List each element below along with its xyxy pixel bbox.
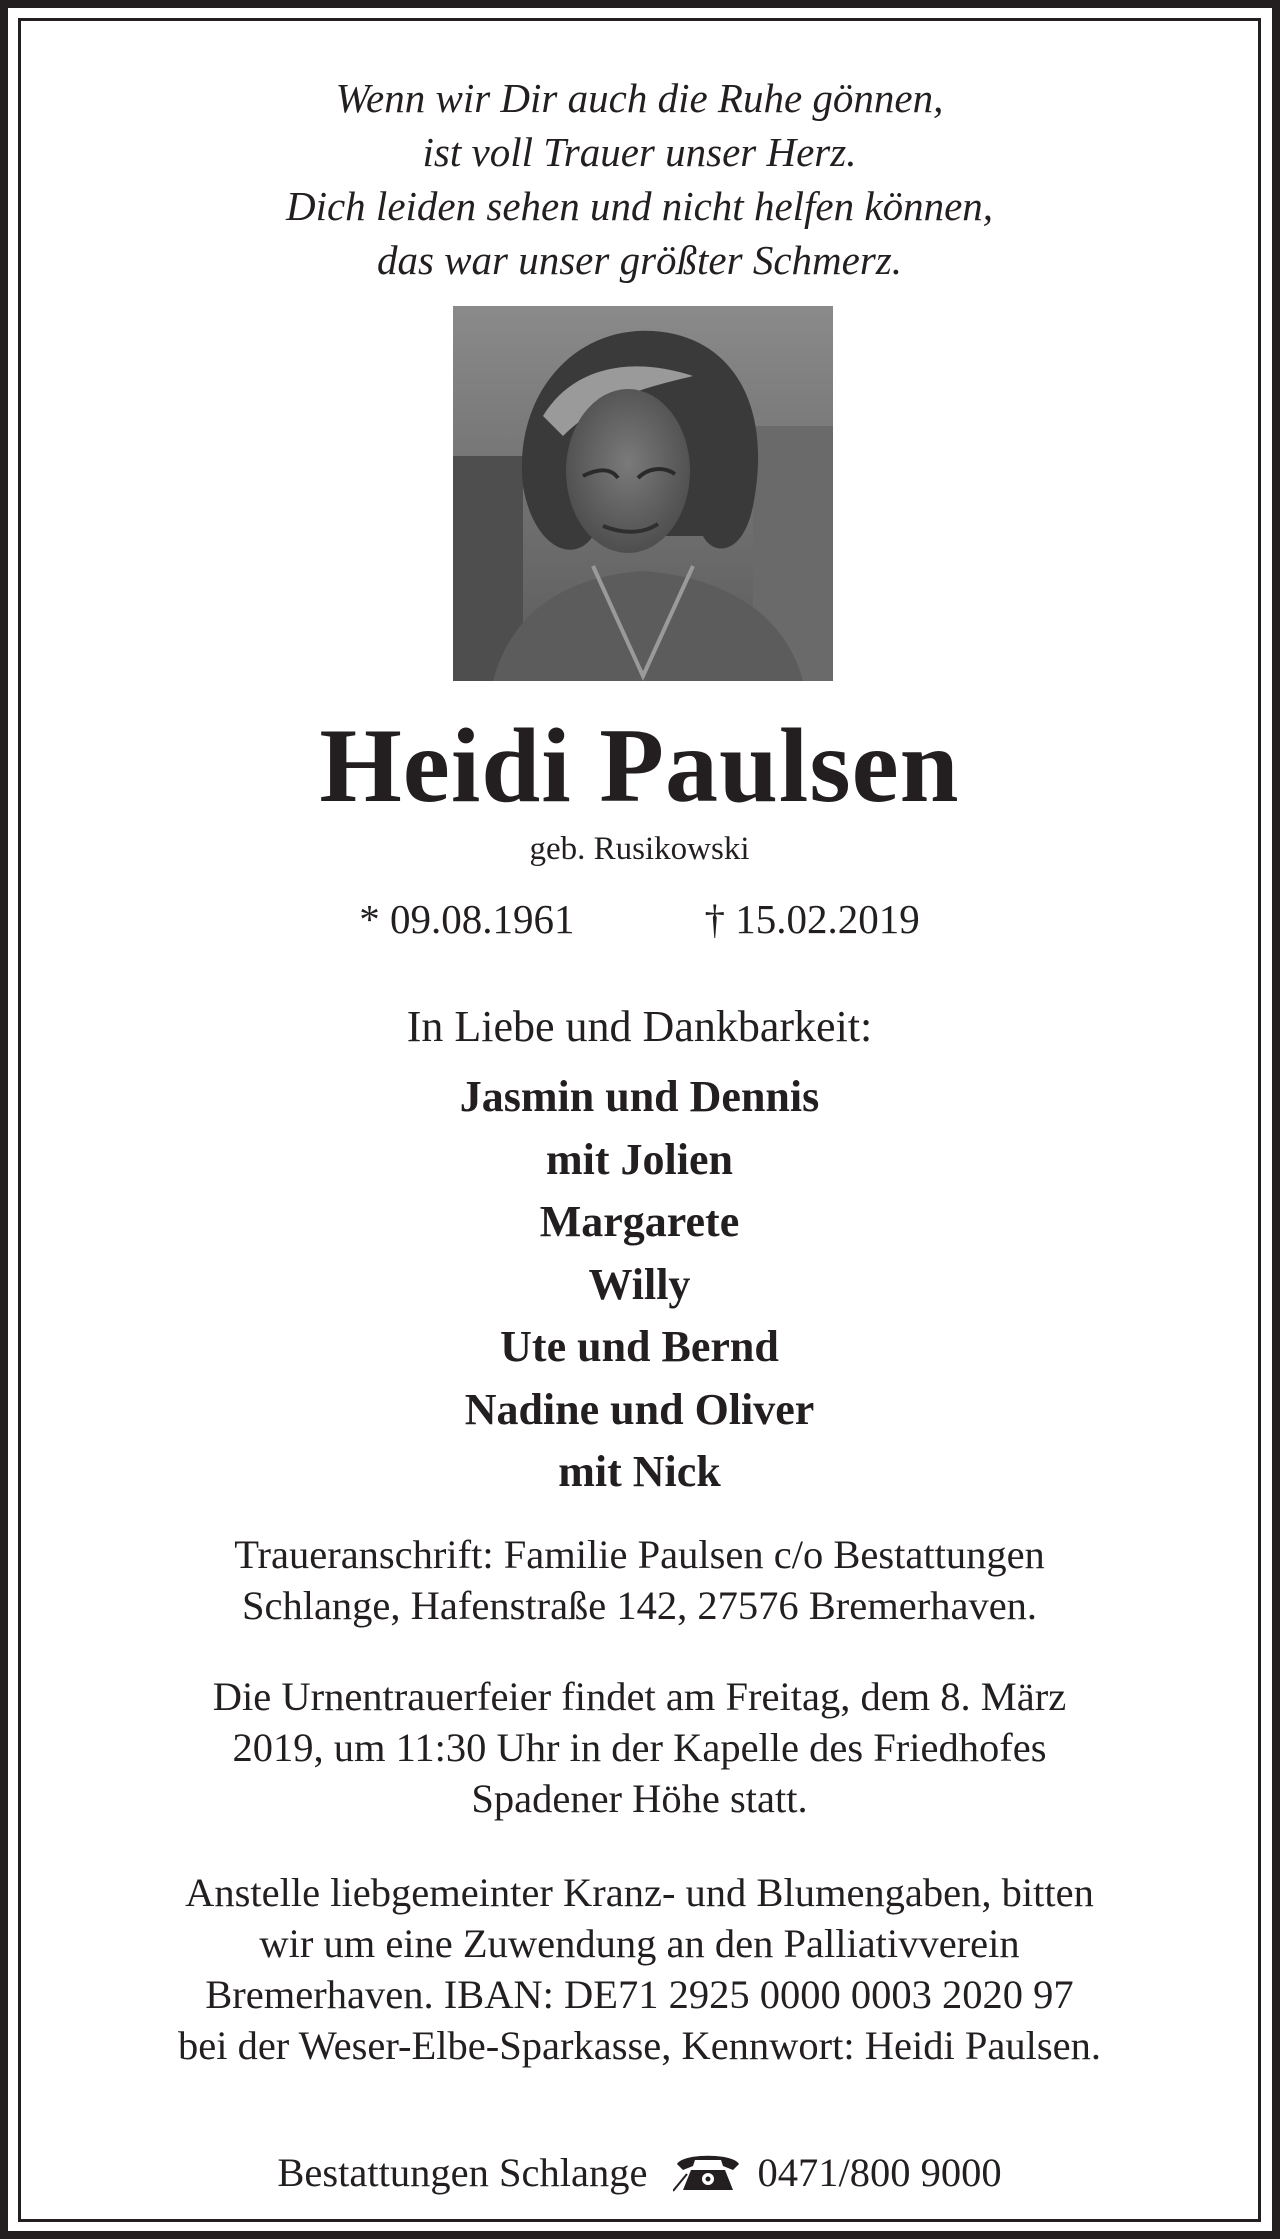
portrait-photo xyxy=(453,306,833,681)
ceremony-info xyxy=(21,1671,1258,1824)
life-dates xyxy=(21,894,1258,944)
birth-name: geb. Rusikowski xyxy=(529,831,750,867)
mourner-name: Nadine und Oliver xyxy=(464,1384,815,1434)
mourner-name: mit Nick xyxy=(558,1447,721,1496)
obituary-inner-border xyxy=(18,18,1261,2222)
donation-line: Bremerhaven. IBAN: DE71 2925 0000 0003 2020 97 xyxy=(205,1972,1074,2017)
ceremony-line: Spadener Höhe statt. xyxy=(471,1776,808,1821)
mourner-name: Willy xyxy=(588,1259,691,1309)
donation-line: bei der Weser-Elbe-Sparkasse, Kennwort: Heidi Paulsen. xyxy=(177,2023,1102,2068)
mourning-address-line: Schlange, Hafenstraße 142, 27576 Bremerhaven. xyxy=(241,1583,1038,1628)
death-date: † 15.02.2019 xyxy=(704,896,920,942)
mourner-name: mit Jolien xyxy=(546,1134,733,1184)
dedication-line: In Liebe und Dankbarkeit: xyxy=(406,1002,873,1051)
ceremony-line: Die Urnentrauerfeier findet am Freitag, dem 8. März xyxy=(212,1674,1067,1719)
donation-line: Anstelle liebgemeinter Kranz- und Blumengaben, bitten xyxy=(185,1870,1094,1915)
mourning-address-line: Traueranschrift: Familie Paulsen c/o Bestattungen xyxy=(234,1532,1045,1577)
portrait-photo-drawing xyxy=(453,306,833,681)
donation-line: wir um eine Zuwendung an den Palliativverein xyxy=(259,1921,1020,1966)
birth-date: * 09.08.1961 xyxy=(359,896,575,942)
mourning-address xyxy=(21,1529,1258,1631)
donation-info xyxy=(21,1867,1258,2071)
obituary-content xyxy=(21,21,1258,2219)
mourner-name: Ute und Bernd xyxy=(500,1322,779,1371)
undertaker-footer xyxy=(21,2147,1258,2205)
mourner-name: Margarete xyxy=(539,1197,740,1246)
deceased-name: Heidi Paulsen xyxy=(319,707,960,824)
poem-line: das war unser größter Schmerz. xyxy=(376,237,903,283)
poem-line: ist voll Trauer unser Herz. xyxy=(422,129,857,175)
undertaker-phone: 0471/800 9000 xyxy=(757,2150,1002,2195)
poem xyxy=(21,71,1258,287)
mourner-name: Jasmin und Dennis xyxy=(459,1072,820,1121)
undertaker-name: Bestattungen Schlange xyxy=(277,2150,648,2195)
ceremony-line: 2019, um 11:30 Uhr in der Kapelle des Friedhofes xyxy=(232,1725,1047,1770)
mourners-list xyxy=(21,1066,1258,1504)
poem-line: Dich leiden sehen und nicht helfen können, xyxy=(285,183,994,229)
poem-line: Wenn wir Dir auch die Ruhe gönnen, xyxy=(335,75,944,121)
telephone-icon xyxy=(673,2150,743,2205)
